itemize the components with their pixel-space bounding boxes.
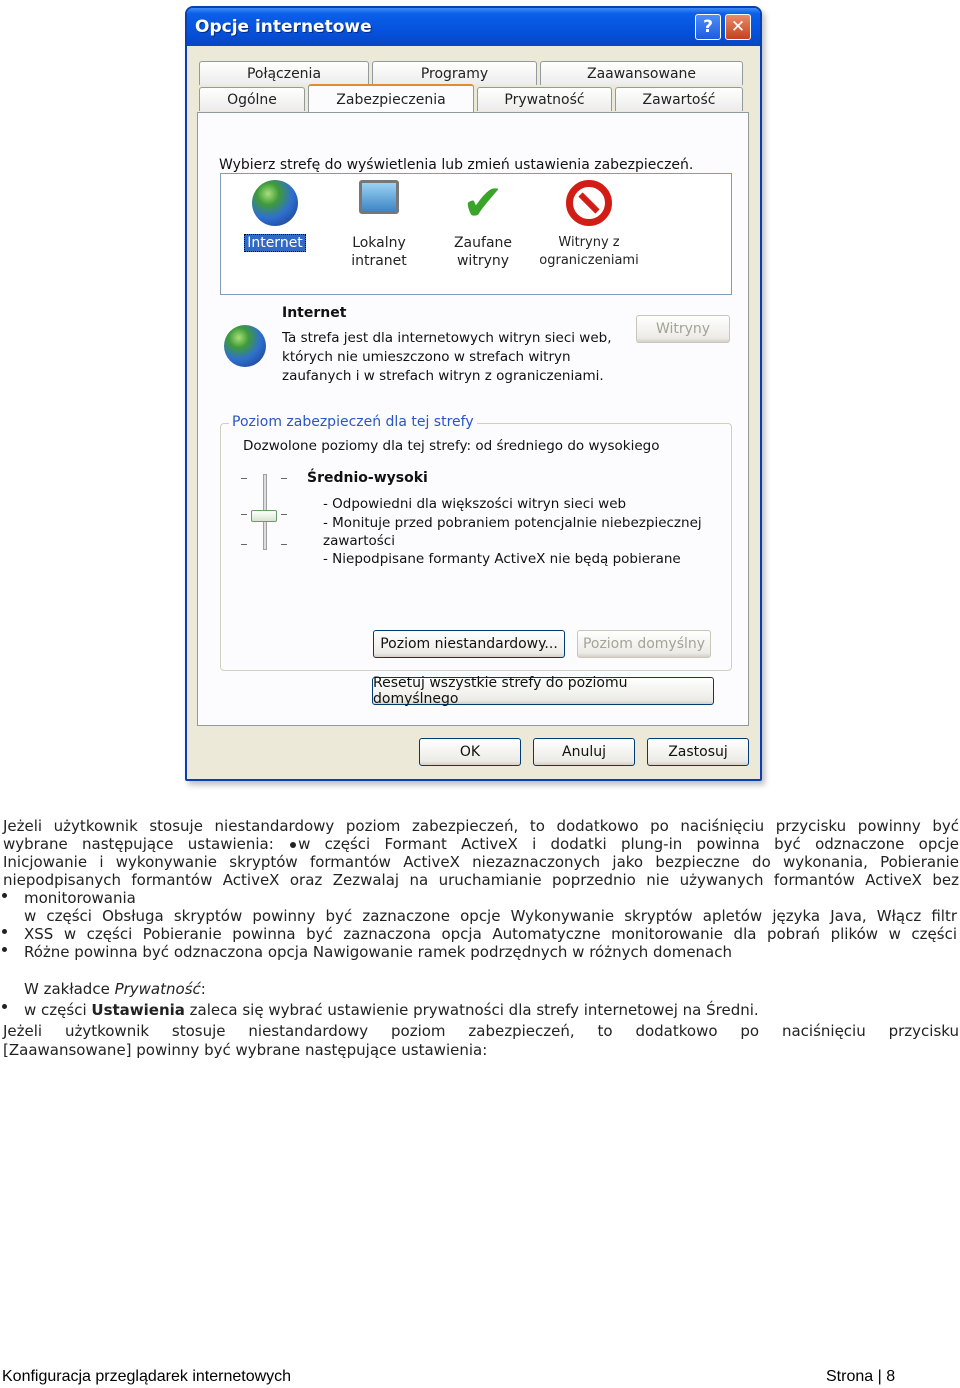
security-level-slider[interactable] xyxy=(251,510,277,522)
settings-bold: Ustawienia xyxy=(91,1001,185,1019)
checkmark-icon: ✔ xyxy=(462,174,504,232)
privacy-prefix: W zakładce xyxy=(24,980,115,998)
tab-row-top xyxy=(199,61,743,85)
custom-level-button[interactable]: Poziom niestandardowy... xyxy=(373,630,565,658)
zone-prompt: Wybierz strefę do wyświetlenia lub zmień ustawienia zabezpieczeń. xyxy=(219,157,694,173)
tab-row-bottom xyxy=(199,87,743,111)
privacy-suffix: : xyxy=(200,980,206,998)
paragraph-line-1: Jeżeli użytkownik stosuje niestandardowy poziom zabezpieczeń, to dodatkowo po naciśnięciu przycisku powinny być xyxy=(3,817,959,835)
tab-programs[interactable]: Programy xyxy=(372,61,537,85)
tab-content[interactable]: Zawartość xyxy=(615,87,743,111)
security-panel xyxy=(197,112,749,726)
bullet-icon xyxy=(2,1004,7,1009)
settings-prefix: w części xyxy=(24,1001,92,1019)
allowed-levels-text: Dozwolone poziomy dla tej strefy: od średniego do wysokiego xyxy=(243,438,660,454)
paragraph-line-6: w części Obsługa skryptów powinny być zaznaczone opcje Wykonywanie skryptów apletów języka Java, Włącz filtr xyxy=(24,907,957,925)
bullet-icon xyxy=(2,893,7,898)
settings-suffix: zaleca się wybrać ustawienie prywatności dla strefy internetowej na Średni. xyxy=(184,1001,759,1019)
zone-trusted-sites[interactable] xyxy=(433,174,533,270)
privacy-tab-name: Prywatność xyxy=(114,980,201,998)
reset-all-zones-button[interactable]: Resetuj wszystkie strefy do poziomu domyślnego xyxy=(372,677,714,705)
bullet-icon xyxy=(2,929,7,934)
tab-general[interactable]: Ogólne xyxy=(199,87,305,111)
cancel-button[interactable]: Anuluj xyxy=(533,738,635,766)
zone-description: Ta strefa jest dla internetowych witryn sieci web, których nie umieszczono w strefach witryn zaufanych i w strefach witryn z ograniczeniami. xyxy=(282,330,612,384)
paragraph-line-3: Inicjowanie i wykonywanie skryptów formantów ActiveX niezaznaczonych jako bezpieczne do wykonania, Pobieranie xyxy=(3,853,959,871)
advanced-line-2: [Zaawansowane] powinny być wybrane następujące ustawienia: xyxy=(3,1041,488,1059)
tab-advanced[interactable]: Zaawansowane xyxy=(540,61,743,85)
zone-list xyxy=(220,173,732,295)
paragraph-line-4: niepodpisanych formantów ActiveX oraz Zezwalaj na uruchamianie poprzednio nie używanych formantów ActiveX bez xyxy=(3,871,959,889)
settings-line xyxy=(24,1001,954,1019)
close-icon[interactable]: ✕ xyxy=(725,14,751,40)
inline-bullet-icon xyxy=(290,842,296,848)
zone-label-restricted: Witryny z ograniczeniami xyxy=(539,235,639,268)
paragraph-line-7: XSS w części Pobieranie powinna być zaznaczona opcja Automatyczne monitorowanie dla pobrań plików w części xyxy=(24,925,957,943)
tab-privacy[interactable]: Prywatność xyxy=(477,87,612,111)
zone-local-intranet[interactable] xyxy=(329,180,429,270)
default-level-button[interactable]: Poziom domyślny xyxy=(577,630,711,658)
footer-page-number: Strona | 8 xyxy=(826,1368,896,1385)
advanced-line-1: Jeżeli użytkownik stosuje niestandardowy poziom zabezpieczeń, to dodatkowo po naciśnięciu przycisku xyxy=(3,1022,959,1040)
zone-restricted-sites[interactable] xyxy=(539,180,639,270)
zone-label-intranet: Lokalny intranet xyxy=(351,235,407,269)
sites-button[interactable]: Witryny xyxy=(636,315,730,343)
security-level-group-title: Poziom zabezpieczeń dla tej strefy xyxy=(229,414,477,430)
dialog-titlebar xyxy=(187,8,760,46)
level-point-2: - Monituje przed pobraniem potencjalnie niebezpiecznej zawartości xyxy=(323,515,702,549)
level-name: Średnio-wysoki xyxy=(307,470,428,486)
tab-connections[interactable]: Połączenia xyxy=(199,61,369,85)
ok-button[interactable]: OK xyxy=(419,738,521,766)
paragraph-line-2a: wybrane następujące ustawienia: xyxy=(3,835,274,853)
globe-icon xyxy=(252,180,298,226)
no-entry-icon xyxy=(566,180,612,226)
help-icon[interactable]: ? xyxy=(695,14,721,40)
zone-heading: Internet xyxy=(282,305,347,321)
paragraph-line-2 xyxy=(3,835,959,853)
paragraph-line-5: monitorowania xyxy=(24,889,136,907)
intranet-icon xyxy=(356,180,402,226)
apply-button[interactable]: Zastosuj xyxy=(647,738,749,766)
footer-title: Konfiguracja przeglądarek internetowych xyxy=(2,1368,292,1385)
bullet-icon xyxy=(2,947,7,952)
level-point-3: - Niepodpisane formanty ActiveX nie będą pobierane xyxy=(323,551,681,567)
zone-label-trusted: Zaufane witryny xyxy=(453,235,513,269)
security-level-group xyxy=(220,414,732,671)
paragraph-line-2b: w części Formant ActiveX i dodatki plung-in powinna być odznaczone opcje xyxy=(298,835,959,853)
globe-icon xyxy=(224,325,266,367)
paragraph-line-8: Różne powinna być odznaczona opcja Nawigowanie ramek podrzędnych w różnych domenach xyxy=(24,943,733,961)
internet-options-dialog xyxy=(185,6,762,781)
tab-security[interactable]: Zabezpieczenia xyxy=(308,84,474,114)
zone-label-internet: Internet xyxy=(244,234,306,252)
zone-internet[interactable] xyxy=(225,180,325,252)
privacy-line xyxy=(24,980,954,998)
level-point-1: - Odpowiedni dla większości witryn sieci web xyxy=(323,496,627,512)
dialog-title: Opcje internetowe xyxy=(195,17,372,37)
